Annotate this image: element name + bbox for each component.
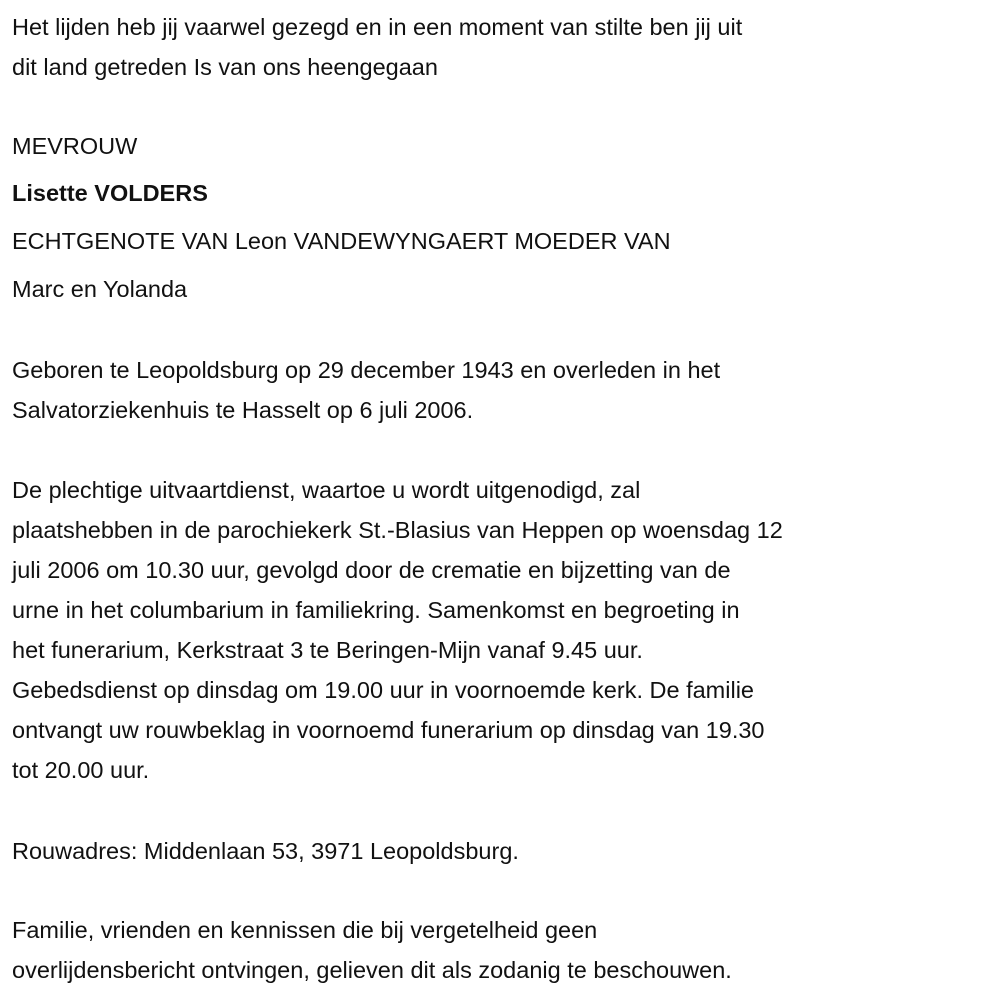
closing-line: Familie, vrienden en kennissen die bij vergetelheid geen: [12, 917, 598, 943]
relation-line: Marc en Yolanda: [12, 276, 188, 302]
service-line: tot 20.00 uur.: [12, 757, 150, 783]
service-line: De plechtige uitvaartdienst, waartoe u wordt uitgenodigd, zal: [12, 477, 641, 503]
service-line: het funerarium, Kerkstraat 3 te Beringen-Mijn vanaf 9.45 uur.: [12, 637, 643, 663]
mourning-address: Rouwadres: Middenlaan 53, 3971 Leopoldsburg.: [12, 838, 519, 864]
birth-line: Geboren te Leopoldsburg op 29 december 1943 en overleden in het: [12, 357, 721, 383]
birth-line: Salvatorziekenhuis te Hasselt op 6 juli 2006.: [12, 397, 474, 423]
service-line: plaatshebben in de parochiekerk St.-Blasius van Heppen op woensdag 12: [12, 517, 783, 543]
closing-line: overlijdensbericht ontvingen, gelieven dit als zodanig te beschouwen.: [12, 957, 732, 983]
service-line: urne in het columbarium in familiekring. Samenkomst en begroeting in: [12, 597, 740, 623]
intro-line: Het lijden heb jij vaarwel gezegd en in een moment van stilte ben jij uit: [12, 14, 743, 40]
deceased-name: Lisette VOLDERS: [12, 180, 208, 206]
service-line: ontvangt uw rouwbeklag in voornoemd funerarium op dinsdag van 19.30: [12, 717, 765, 743]
service-line: juli 2006 om 10.30 uur, gevolgd door de crematie en bijzetting van de: [12, 557, 731, 583]
intro-line: dit land getreden Is van ons heengegaan: [12, 54, 438, 80]
relation-line: ECHTGENOTE VAN Leon VANDEWYNGAERT MOEDER VAN: [12, 228, 671, 254]
honorific: MEVROUW: [12, 133, 138, 159]
service-line: Gebedsdienst op dinsdag om 19.00 uur in voornoemde kerk. De familie: [12, 677, 754, 703]
